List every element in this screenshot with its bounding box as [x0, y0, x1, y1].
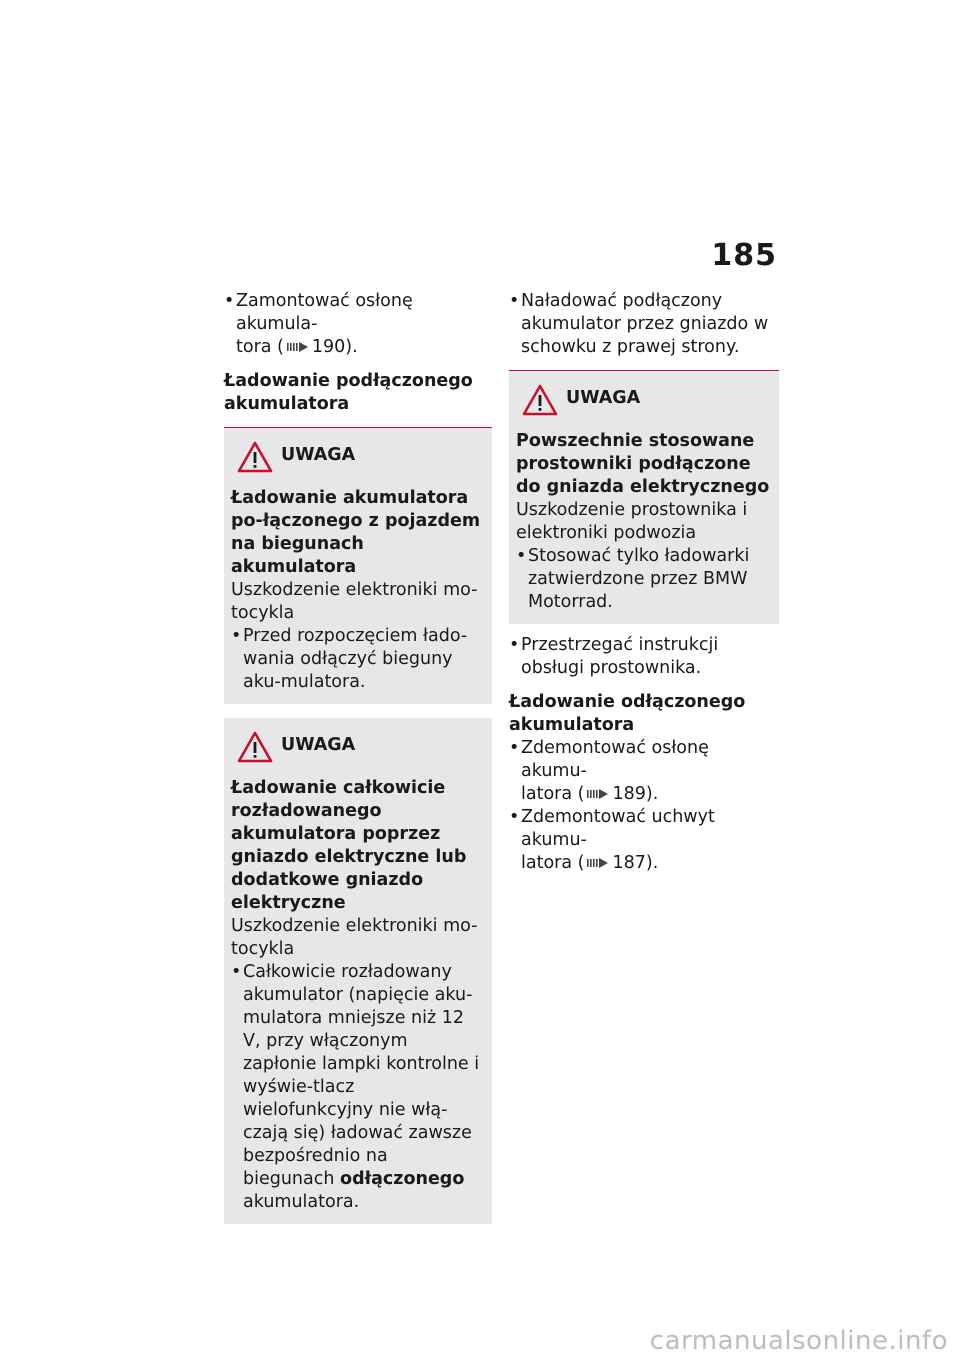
list-item: • Zdemontować osłonę akumu- latora ( 189). — [509, 738, 709, 804]
bullet-dot: • — [509, 291, 520, 311]
bullet-dot: • — [509, 807, 520, 827]
bullet-dot: • — [224, 291, 235, 311]
page-reference-arrow-icon — [587, 788, 609, 800]
watermark: carmanualsonline.info — [649, 1326, 948, 1356]
bullet-dot: • — [516, 546, 527, 566]
bullet-dot: • — [509, 635, 520, 655]
warning-box — [224, 718, 492, 1224]
warning-triangle-icon — [522, 384, 558, 416]
warning-triangle-icon — [237, 441, 273, 473]
page-reference[interactable]: 190 — [311, 337, 346, 357]
warning-text: Uszkodzenie elektroniki mo-tocykla — [231, 580, 478, 623]
warning-title: Powszechnie stosowane prostowniki podłączone do gniazda elektrycznego — [516, 431, 770, 497]
bullet-dot: • — [509, 738, 520, 758]
page-reference[interactable]: 187 — [612, 853, 646, 873]
warning-box — [509, 371, 779, 624]
warning-label: UWAGA — [281, 735, 356, 755]
list-item: • Naładować podłączony akumulator przez gniazdo w schowku z prawej strony. — [509, 291, 769, 357]
page-reference-arrow-icon — [587, 857, 609, 869]
left-column — [224, 290, 492, 1224]
list-item: • Przed rozpoczęciem łado-wania odłączyć bieguny aku-mulatora. — [231, 626, 468, 692]
warning-text: Uszkodzenie elektroniki mo-tocykla — [231, 916, 478, 959]
list-item: • Przestrzegać instrukcji obsługi prostownika. — [509, 635, 719, 678]
list-item: • Zdemontować uchwyt akumu- latora ( 187). — [509, 807, 715, 873]
warning-text: Uszkodzenie prostownika i elektroniki podwozia — [516, 500, 748, 543]
list-item: • Stosować tylko ładowarki zatwierdzone przez BMW Motorrad. — [516, 546, 750, 612]
list-item: • Całkowicie rozładowany akumulator (napięcie aku-mulatora mniejsze niż 12 V, przy włączonym zapłonie lampki kontrolne i wyświe-tlacz wielofunkcyjny nie włą-czają się) ładować zawsze bezpośrednio na biegunach odłączonego akumulatora. — [231, 962, 480, 1212]
page-reference-arrow-icon — [287, 341, 309, 353]
page-number: 185 — [711, 238, 777, 273]
warning-triangle-icon — [237, 731, 273, 763]
warning-label: UWAGA — [566, 388, 641, 408]
page-reference[interactable]: 189 — [612, 784, 646, 804]
right-column — [509, 290, 779, 875]
warning-title: Ładowanie akumulatora po-łączonego z pojazdem na biegunach akumulatora — [231, 488, 481, 577]
warning-label: UWAGA — [281, 445, 356, 465]
warning-title: Ładowanie całkowicie rozładowanego akumulatora poprzez gniazdo elektryczne lub dodatkowe gniazdo elektryczne — [231, 778, 467, 913]
section-heading: Ładowanie podłączonego akumulatora — [224, 371, 473, 414]
warning-box — [224, 428, 492, 704]
list-item: • Zamontować osłonę akumula- tora ( 190). — [224, 291, 413, 357]
bullet-dot: • — [231, 962, 242, 982]
section-heading: Ładowanie odłączonego akumulatora — [509, 692, 746, 735]
bullet-dot: • — [231, 626, 242, 646]
